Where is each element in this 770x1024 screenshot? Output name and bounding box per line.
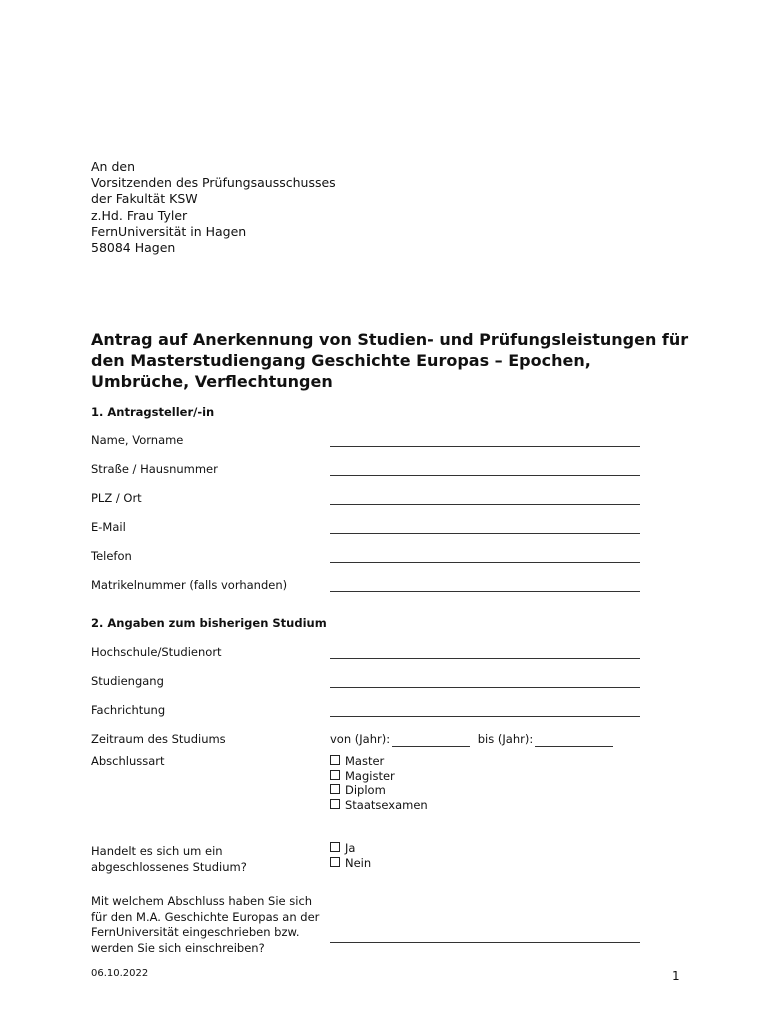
email-field[interactable] [330,520,640,534]
field-label-degree-type: Abschlussart [91,754,165,768]
degree-option-magister[interactable]: Magister [330,769,428,784]
study-program-field[interactable] [330,674,640,688]
field-label-zip-city: PLZ / Ort [91,491,142,505]
recipient-address [91,159,336,256]
address-line: Vorsitzenden des Prüfungsausschusses [91,175,336,191]
degree-options [330,754,428,812]
street-field[interactable] [330,462,640,476]
field-label-subject: Fachrichtung [91,703,166,717]
period-to-label: bis (Jahr): [477,732,534,746]
period-to-field[interactable] [535,732,613,747]
document-title: Antrag auf Anerkennung von Studien- und Prüfungsleistungen für den Masterstudiengang Geschichte Europas – Epochen, Umbrüche, Verflechtungen [91,330,689,391]
period-from-field[interactable] [392,732,470,747]
subject-field[interactable] [330,703,640,717]
completed-option-no[interactable]: Nein [330,856,371,871]
field-label-name: Name, Vorname [91,433,184,447]
checkbox-icon[interactable] [330,784,340,794]
completed-options [330,841,371,870]
address-line: FernUniversität in Hagen [91,223,247,239]
question-completed-study: Handelt es sich um ein abgeschlossenes Studium? [91,844,247,874]
field-label-street: Straße / Hausnummer [91,462,218,476]
enrollment-degree-field[interactable] [330,929,640,943]
footer-date: 06.10.2022 [91,968,149,979]
degree-option-staatsexamen[interactable]: Staatsexamen [330,798,428,813]
checkbox-icon[interactable] [330,857,340,867]
completed-option-yes[interactable]: Ja [330,841,371,856]
checkbox-icon[interactable] [330,842,340,852]
field-label-email: E-Mail [91,520,126,534]
degree-option-diplom[interactable]: Diplom [330,783,428,798]
checkbox-icon[interactable] [330,755,340,765]
address-line: 58084 Hagen [91,240,176,256]
address-line: der Fakultät KSW [91,191,198,207]
university-field[interactable] [330,645,640,659]
period-from-label: von (Jahr): [330,732,391,746]
field-label-study-period: Zeitraum des Studiums [91,732,226,746]
field-label-university: Hochschule/Studienort [91,645,222,659]
degree-option-master[interactable]: Master [330,754,428,769]
page-number: 1 [672,969,680,983]
matriculation-field[interactable] [330,578,640,592]
address-line: z.Hd. Frau Tyler [91,207,188,223]
name-field[interactable] [330,433,640,447]
section-heading-applicant: 1. Antragsteller/-in [91,405,215,419]
question-enrollment-degree: Mit welchem Abschluss haben Sie sich für den M.A. Geschichte Europas an der FernUniversität eingeschrieben bzw. werden Sie sich einschreiben? [91,894,320,955]
field-label-matriculation: Matrikelnummer (falls vorhanden) [91,578,288,592]
section-heading-previous-study: 2. Angaben zum bisherigen Studium [91,616,327,630]
phone-field[interactable] [330,549,640,563]
study-period-row [330,732,617,747]
zip-city-field[interactable] [330,491,640,505]
field-label-phone: Telefon [91,549,132,563]
address-line: An den [91,159,135,174]
field-label-study-program: Studiengang [91,674,164,688]
checkbox-icon[interactable] [330,770,340,780]
checkbox-icon[interactable] [330,799,340,809]
